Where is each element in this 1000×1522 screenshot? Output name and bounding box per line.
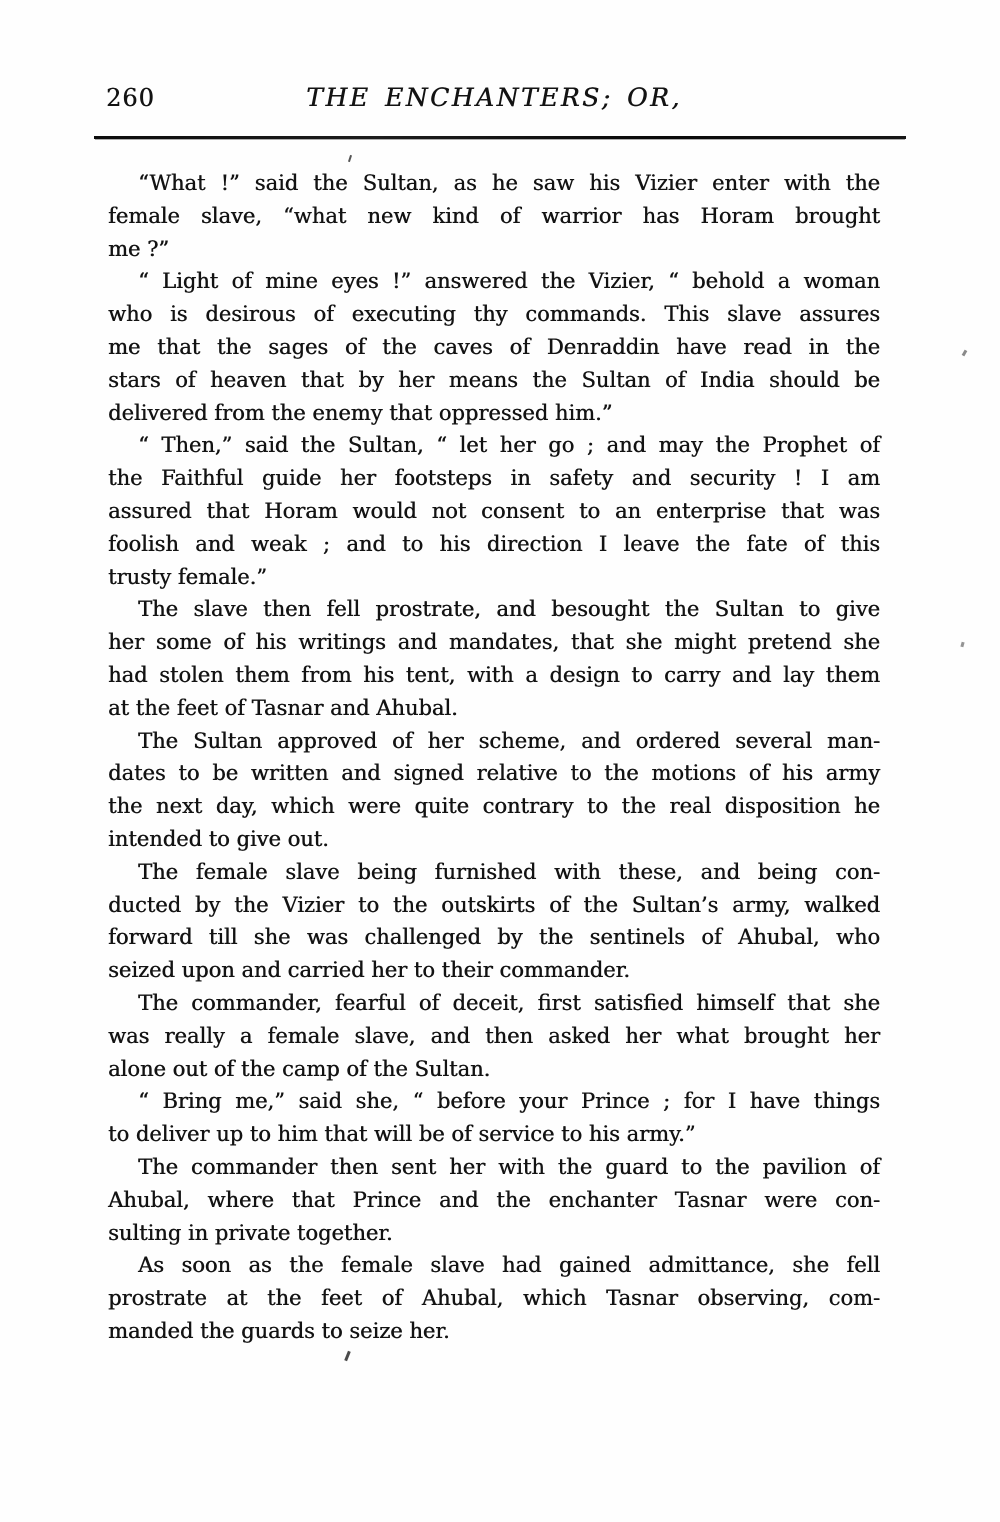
paragraph bbox=[108, 593, 880, 724]
text-line: “What !” said the Sultan, as he saw his Vizier enter with the bbox=[138, 171, 880, 195]
paragraph bbox=[108, 725, 880, 856]
text-line: the Faithful guide her footsteps in safety and security ! I am bbox=[108, 466, 880, 491]
paragraph bbox=[108, 429, 880, 593]
text-line: foolish and weak ; and to his direction I leave the fate of this bbox=[108, 531, 880, 556]
text-line: had stolen them from his tent, with a design to carry and lay them bbox=[108, 662, 880, 687]
text-line: The female slave being furnished with these, and being con- bbox=[138, 859, 880, 884]
text-line: seized upon and carried her to their commander. bbox=[108, 958, 630, 983]
header-rule bbox=[94, 136, 906, 139]
text-line: sulting in private together. bbox=[108, 1220, 393, 1245]
paragraph bbox=[108, 1249, 880, 1347]
page-number: 260 bbox=[106, 84, 155, 112]
text-line: Ahubal, where that Prince and the enchanter Tasnar were con- bbox=[108, 1187, 880, 1212]
page-body bbox=[108, 167, 880, 1348]
paragraph bbox=[108, 856, 880, 987]
paragraph bbox=[108, 1151, 880, 1249]
text-line: prostrate at the feet of Ahubal, which Tasnar observing, com- bbox=[108, 1286, 880, 1311]
text-line: alone out of the camp of the Sultan. bbox=[108, 1056, 491, 1081]
paragraph bbox=[108, 1085, 880, 1151]
text-line: manded the guards to seize her. bbox=[108, 1318, 450, 1343]
text-line: who is desirous of executing thy commands. This slave assures bbox=[108, 302, 880, 327]
text-line: “ Light of mine eyes !” answered the Vizier, “ behold a woman bbox=[138, 269, 880, 294]
text-line: female slave, “what new kind of warrior has Horam brought bbox=[108, 203, 880, 228]
text-line: The commander then sent her with the guard to the pavilion of bbox=[138, 1154, 880, 1179]
text-line: The slave then fell prostrate, and besought the Sultan to give bbox=[138, 597, 880, 622]
text-line: intended to give out. bbox=[108, 826, 329, 851]
scan-artifact bbox=[348, 155, 352, 162]
text-line: “ Bring me,” said she, “ before your Prince ; for I have things bbox=[138, 1089, 880, 1114]
text-line: dates to be written and signed relative to the motions of his army bbox=[108, 761, 880, 786]
text-line: trusty female.” bbox=[108, 564, 267, 589]
text-line: assured that Horam would not consent to an enterprise that was bbox=[108, 498, 880, 523]
paragraph bbox=[108, 265, 880, 429]
scan-artifact bbox=[960, 642, 964, 648]
text-line: at the feet of Tasnar and Ahubal. bbox=[108, 695, 458, 720]
running-title: THE ENCHANTERS; OR, bbox=[306, 83, 682, 112]
text-line: “ Then,” said the Sultan, “ let her go ; and may the Prophet of bbox=[138, 433, 880, 458]
text-line: The Sultan approved of her scheme, and ordered several man- bbox=[138, 728, 880, 753]
scan-artifact bbox=[962, 350, 968, 357]
paragraph bbox=[108, 167, 880, 265]
text-line: her some of his writings and mandates, that she might pretend she bbox=[108, 630, 880, 655]
text-line: the next day, which were quite contrary to the real disposition he bbox=[108, 794, 880, 819]
text-line: me ?” bbox=[108, 236, 170, 261]
text-line: forward till she was challenged by the sentinels of Ahubal, who bbox=[108, 925, 880, 950]
text-line: to deliver up to him that will be of service to his army.” bbox=[108, 1122, 696, 1147]
text-line: stars of heaven that by her means the Sultan of India should be bbox=[108, 367, 880, 392]
text-line: The commander, fearful of deceit, first satisfied himself that she bbox=[138, 990, 880, 1015]
text-line: delivered from the enemy that oppressed him.” bbox=[108, 400, 613, 425]
text-line: me that the sages of the caves of Denraddin have read in the bbox=[108, 334, 880, 359]
text-line: was really a female slave, and then asked her what brought her bbox=[108, 1023, 880, 1048]
text-line: ducted by the Vizier to the outskirts of the Sultan’s army, walked bbox=[108, 892, 880, 917]
scan-artifact bbox=[344, 1351, 351, 1361]
text-line: As soon as the female slave had gained admittance, she fell bbox=[138, 1253, 880, 1278]
paragraph bbox=[108, 987, 880, 1085]
